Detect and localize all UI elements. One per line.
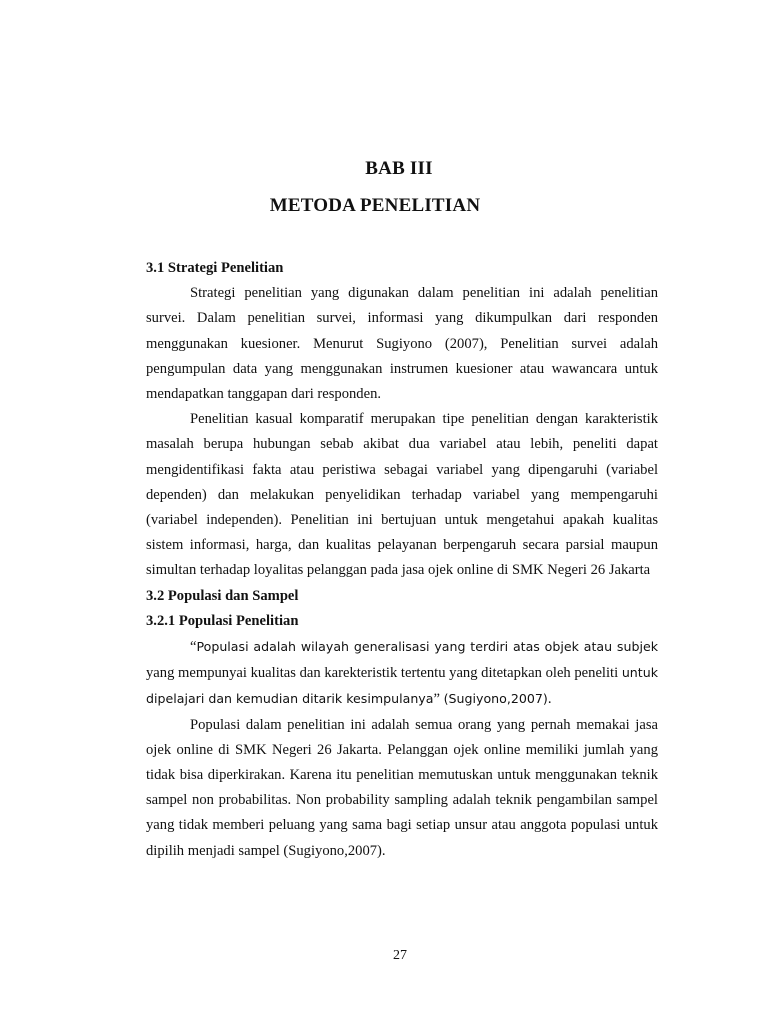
- paragraph-strategi-2: Penelitian kasual komparatif merupakan tipe penelitian dengan karakteristik masalah berupa hubungan sebab akibat dua variabel atau lebih, peneliti dapat mengidentifikasi fakta atau peristiwa sebagai variabel yang dipengaruhi (variabel dependen) dan melakukan penyelidikan terhadap variabel yang mempengaruhi (variabel independen). Penelitian ini bertujuan untuk mengetahui apakah kualitas sistem informasi, harga, dan kualitas pelayanan berpengaruh secara parsial maupun simultan terhadap loyalitas pelanggan pada jasa ojek online di SMK Negeri 26 Jakarta: [146, 411, 658, 579]
- paragraph-populasi-2: Populasi dalam penelitian ini adalah semua orang yang pernah memakai jasa ojek online di SMK Negeri 26 Jakarta. Pelanggan ojek online memiliki jumlah yang tidak bisa diperkirakan. Karena itu penelitian memutuskan untuk menggunakan teknik sampel non probabilitas. Non probability sampling adalah teknik pengambilan sampel yang tidak memberi peluang yang sama bagi setiap unsur atau anggota populasi untuk dipilih menjadi sampel (Sugiyono,2007).: [146, 716, 658, 859]
- quote-period: .: [547, 691, 552, 708]
- section-heading-3-1: 3.1 Strategi Penelitian: [146, 260, 284, 276]
- chapter-title: METODA PENELITIAN: [269, 195, 481, 216]
- quote-text-part3: untuk dipelajari dan kemudian ditarik kesimpulanya: [146, 665, 658, 707]
- quote-text-part1: Populasi adalah wilayah generalisasi yang terdiri atas objek atau subjek: [196, 639, 658, 655]
- quote-close-mark: ”: [433, 691, 444, 708]
- quote-citation: (Sugiyono,2007): [443, 691, 548, 707]
- paragraph-populasi-quote: [146, 634, 658, 713]
- document-body: [146, 256, 658, 864]
- quote-open-mark: “: [190, 639, 197, 656]
- quote-text-part2: yang mempunyai kualitas dan karekteristik tertentu yang ditetapkan oleh peneliti: [146, 665, 622, 682]
- paragraph-strategi-1: Strategi penelitian yang digunakan dalam penelitian ini adalah penelitian survei. Dalam penelitian survei, informasi yang dikumpulkan dari responden menggunakan kuesioner. Menurut Sugiyono (2007), Penelitian survei adalah pengumpulan data yang menggunakan instrumen kuesioner atau wawancara untuk mendapatkan tanggapan dari responden.: [146, 285, 658, 403]
- section-heading-3-2-1: 3.2.1 Populasi Penelitian: [146, 612, 299, 629]
- chapter-number: BAB III: [365, 158, 433, 179]
- page-number: 27: [393, 948, 407, 963]
- section-heading-3-2: 3.2 Populasi dan Sampel: [146, 587, 299, 604]
